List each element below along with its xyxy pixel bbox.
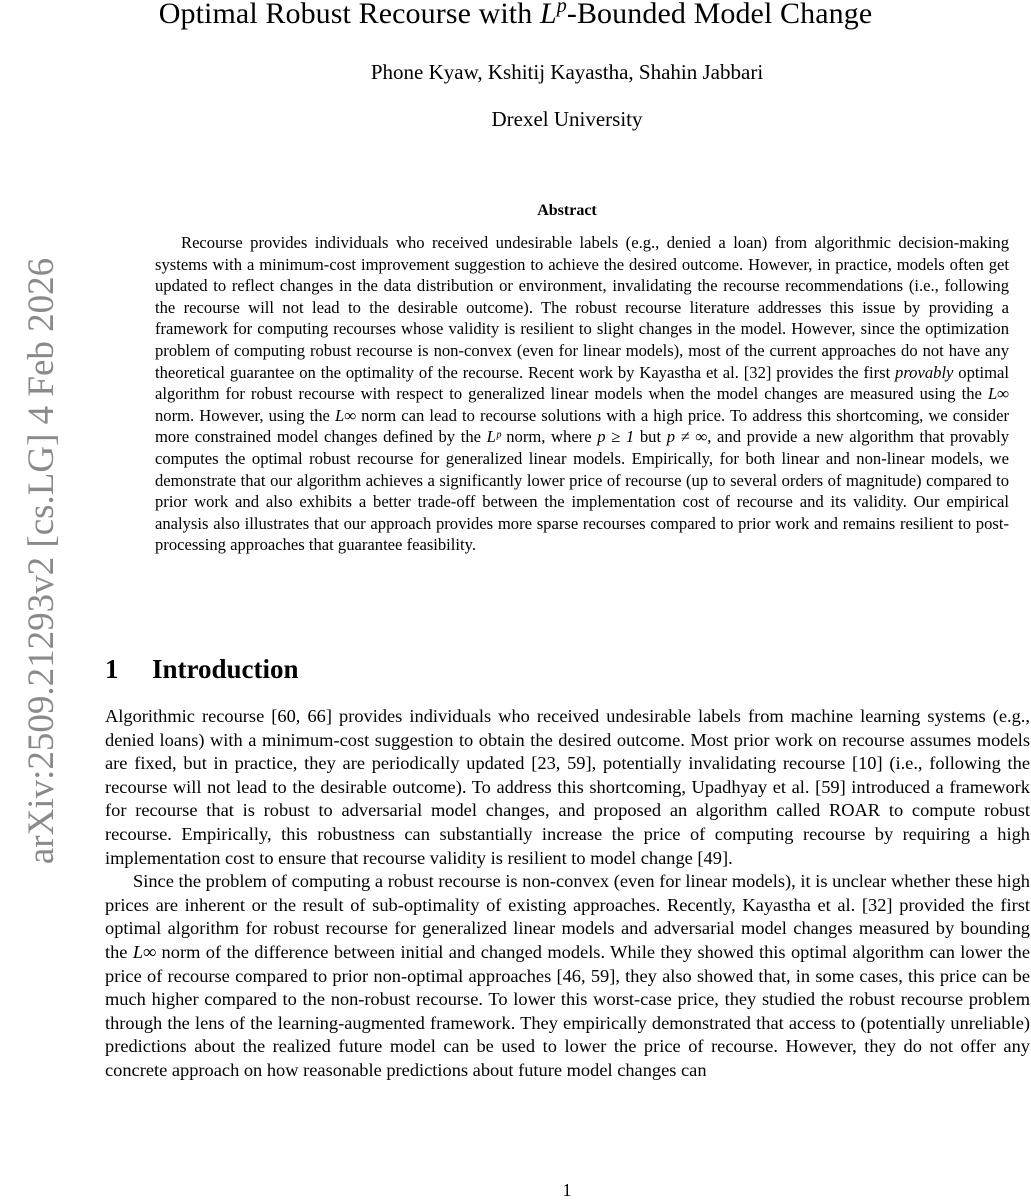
abstract-part: norm can lead to recourse solutions with a high price. To address this shortcoming, we consider more constrained model changes defined by the [155, 405, 1009, 447]
abstract-heading: Abstract [537, 202, 597, 219]
page-number: 1 [562, 1180, 572, 1200]
section-number: 1 [105, 654, 119, 684]
title-superscript: p [556, 0, 567, 17]
inf-norm-symbol: L∞ [335, 405, 357, 425]
abstract-part: Recourse provides individuals who received undesirable labels (e.g., denied a loan) from algorithmic decision-making systems with a minimum-cost improvement suggestion to achieve the desired outcome. However, in practice, models often get updated to reflect changes in the data distribution or environment, invalidating the recourse recommendations (i.e., following the recourse will not lead to the desirable outcome). The robust recourse literature addresses this issue by providing a framework for computing recourses whose validity is resilient to slight changes in the model. However, since the optimization problem of computing robust recourse is non-convex (even for linear models), most of the current approaches do not have any theoretical guarantee on the optimality of the recourse. Recent work by Kayastha et al. [32] provides the first [155, 233, 1009, 382]
inf-norm-symbol: L∞ [132, 941, 157, 962]
abstract-part: , and provide a new algorithm that provably computes the optimal robust recourse for generalized linear models. Empirically, for both linear and non-linear models, we demonstrate that our algorithm achieves a significantly lower price of recourse (up to several orders of magnitude) compared to prior work and also exhibits a better trade-off between the implementation cost of recourse and its validity. Our empirical analysis also illustrates that our approach provides more sparse recourses compared to prior work and remains resilient to post-processing approaches that guarantee feasibility. [155, 427, 1009, 555]
intro-part: Since the problem of computing a robust recourse is non-convex (even for linear models), it is unclear whether these high prices are inherent or the result of sub-optimality of existing approaches. Recently, Kayastha et al. [32] provided the first optimal algorithm for robust recourse for generalized linear models and adversarial model changes measured by bounding the [105, 871, 1030, 962]
lp-norm-symbol: Lᵖ [486, 427, 501, 447]
paper-title [0, 0, 1031, 34]
intro-paragraph-2 [105, 870, 1030, 1082]
abstract-text [155, 232, 1009, 556]
title-suffix: -Bounded Model Change [566, 0, 873, 30]
abstract-part: norm. However, using the [155, 405, 335, 425]
intro-body [105, 705, 1030, 1083]
abstract-part: but [634, 427, 667, 447]
abstract-part: norm, where [500, 427, 598, 447]
condition-p-ge-1: p ≥ 1 [597, 427, 635, 447]
inf-norm-symbol: L∞ [987, 384, 1009, 404]
intro-part: norm of the difference between initial and changed models. While they showed this optimal algorithm can lower the price of recourse compared to prior non-optimal approaches [46, 59], they also showed that, in some cases, this price can be much higher compared to the non-robust recourse. To lower this worst-case price, they studied the robust recourse problem through the lens of the learning-augmented framework. They empirically demonstrated that access to (potentially unreliable) predictions about the realized future model can be used to lower the price of recourse. However, they do not offer any concrete approach on how reasonable predictions about future model changes can [105, 941, 1030, 1080]
affiliation: Drexel University [491, 107, 643, 131]
abstract-emphasis: provably [895, 362, 954, 382]
section-heading [105, 654, 299, 685]
section-title: Introduction [152, 654, 299, 684]
author-list: Phone Kyaw, Kshitij Kayastha, Shahin Jabbari [370, 60, 764, 84]
abstract-part: optimal algorithm for robust recourse with respect to generalized linear models when the model changes are measured using the [155, 362, 1009, 404]
arxiv-stamp: arXiv:2509.21293v2 [cs.LG] 4 Feb 2026 [21, 257, 62, 865]
condition-p-ne-inf: p ≠ ∞ [666, 427, 708, 447]
title-symbol: L [539, 0, 557, 30]
title-prefix: Optimal Robust Recourse with [158, 0, 540, 30]
intro-paragraph-1: Algorithmic recourse [60, 66] provides individuals who received undesirable labels from machine learning systems (e.g., denied loans) with a minimum-cost suggestion to obtain the desired outcome. Most prior work on recourse assumes models are fixed, but in practice, they are periodically updated [23, 59], potentially invalidating recourse [10] (i.e., following the recourse will not lead to the desirable outcome). To address this shortcoming, Upadhyay et al. [59] introduced a framework for recourse that is robust to adversarial model changes, and proposed an algorithm called ROAR to compute robust recourse. Empirically, this robustness can substantially increase the price of computing recourse by requiring a high implementation cost to ensure that recourse validity is resilient to model change [49]. [105, 706, 1030, 868]
